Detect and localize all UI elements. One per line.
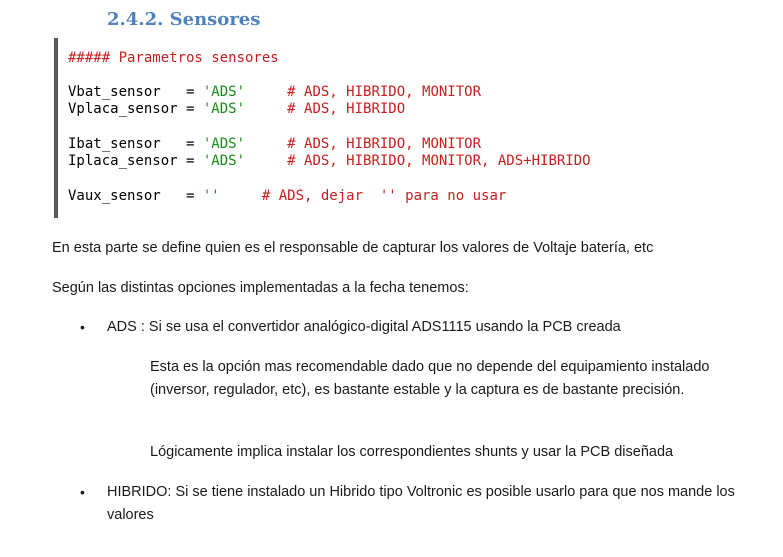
code-comment-header: ##### Parametros sensores: [68, 50, 279, 66]
code-string: 'ADS': [202, 84, 246, 100]
code-comment: # ADS, HIBRIDO, MONITOR, ADS+HIBRIDO: [245, 153, 591, 169]
code-line-iplaca: [68, 153, 591, 170]
code-var: Ibat_sensor =: [68, 136, 203, 152]
code-var: Iplaca_sensor =: [68, 153, 203, 169]
code-var: Vaux_sensor =: [68, 188, 203, 204]
code-var: Vbat_sensor =: [68, 84, 203, 100]
code-line-vplaca: [68, 101, 405, 118]
code-comment: # ADS, HIBRIDO, MONITOR: [245, 84, 482, 100]
code-line-vaux: [68, 188, 506, 205]
code-string: '': [202, 188, 220, 204]
code-comment: # ADS, HIBRIDO, MONITOR: [245, 136, 482, 152]
code-line-vbat: [68, 84, 481, 101]
code-string: 'ADS': [202, 153, 246, 169]
bullet-ads: ADS : Si se usa el convertidor analógico-digital ADS1115 usando la PCB creada: [107, 319, 621, 335]
code-comment: # ADS, HIBRIDO: [245, 101, 406, 117]
bullet-marker: •: [80, 484, 85, 500]
ads-description: Esta es la opción mas recomendable dado que no depende del equipamiento instalado (inversor, regulador, etc), es bastante estable y la captura es de bastante precisión.: [150, 359, 710, 398]
paragraph-intro: En esta parte se define quien es el responsable de capturar los valores de Voltaje batería, etc: [52, 240, 654, 256]
code-line-ibat: [68, 136, 481, 153]
section-heading: 2.4.2. Sensores: [107, 9, 261, 30]
bullet-hibrido: HIBRIDO: Si se tiene instalado un Hibrido tipo Voltronic es posible usarlo para que nos mande los valores: [107, 484, 735, 523]
ads-note: Lógicamente implica instalar los correspondientes shunts y usar la PCB diseñada: [150, 444, 674, 460]
bullet-marker: •: [80, 319, 85, 335]
paragraph-options: Según las distintas opciones implementadas a la fecha tenemos:: [52, 280, 469, 296]
code-string: 'ADS': [202, 136, 246, 152]
code-var: Vplaca_sensor =: [68, 101, 203, 117]
code-comment: # ADS, dejar '' para no usar: [219, 188, 507, 204]
code-string: 'ADS': [202, 101, 246, 117]
code-block: [54, 38, 698, 218]
